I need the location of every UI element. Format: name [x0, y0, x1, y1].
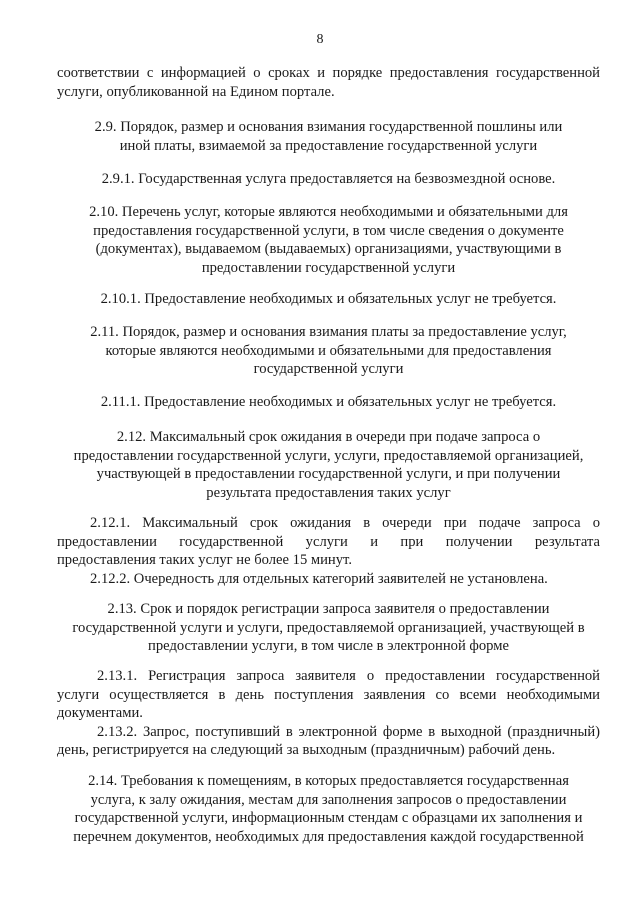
text-line: 2.12. Максимальный срок ожидания в очереди при подаче запроса о	[116, 429, 541, 445]
text-line: предоставления таких услуг не более 15 минут.	[57, 552, 352, 569]
text-line: государственной услуги и услуги, предоставляемой организацией, участвующей в	[72, 619, 585, 636]
text-line: 2.12.1. Максимальный срок ожидания в очереди при подаче запроса о	[90, 515, 600, 531]
text-line: 2.11. Порядок, размер и основания взимания платы за предоставление услуг,	[90, 324, 567, 340]
text-line: государственной услуги	[253, 361, 404, 378]
text-line: государственной услуги, информационным стендам с образцами их заполнения и	[74, 810, 583, 827]
text-line: участвующей в предоставлении государственной услуги, и при получении	[96, 466, 561, 483]
text-line: 2.14. Требования к помещениям, в которых предоставляется государственная	[88, 773, 569, 789]
text-line: результата предоставления таких услуг	[206, 484, 451, 501]
text-line: соответствии с информацией о сроках и порядке предоставления государственной	[57, 65, 600, 81]
paragraph-2-11-1	[57, 393, 600, 412]
text-line: 2.9. Порядок, размер и основания взимания государственной пошлины или	[94, 119, 563, 135]
paragraph-continuation	[57, 64, 600, 101]
text-line: предоставлении государственной услуги и при получении результата	[57, 533, 600, 550]
section-heading-2-12	[57, 428, 600, 502]
section-heading-2-11	[57, 323, 600, 379]
text-line: 2.12.2. Очередность для отдельных категорий заявителей не установлена.	[90, 570, 548, 587]
section-heading-2-14	[57, 772, 600, 846]
paragraph-2-13-1	[57, 667, 600, 760]
text-line: 2.13. Срок и порядок регистрации запроса заявителя о предоставлении	[107, 601, 550, 617]
page-number: 8	[316, 32, 324, 47]
text-line: услуги осуществляется в день поступления заявления со всеми необходимыми	[57, 686, 600, 703]
section-heading-2-13	[57, 600, 600, 656]
text-line: иной платы, взимаемой за предоставление государственной услуги	[119, 137, 538, 154]
text-line: предоставлении государственной услуги, услуги, предоставляемой организацией,	[73, 447, 584, 464]
text-line: предоставлении услуги, в том числе в электронной форме	[148, 638, 509, 655]
text-line: услуги, опубликованной на Едином портале.	[57, 83, 335, 100]
paragraph-2-10-1	[57, 290, 600, 309]
text-line: документами.	[57, 705, 143, 722]
text-line: услуга, к залу ожидания, местам для заполнения запросов о предоставлении	[90, 791, 567, 808]
text-line: 2.11.1. Предоставление необходимых и обязательных услуг не требуется.	[100, 394, 557, 410]
text-line: 2.10.1. Предоставление необходимых и обязательных услуг не требуется.	[100, 291, 557, 307]
text-line: 2.10. Перечень услуг, которые являются необходимыми и обязательными для	[89, 204, 568, 220]
text-line: (документах), выдаваемом (выдаваемых) организациями, участвующими в	[95, 241, 562, 258]
text-line: перечнем документов, необходимых для предоставления каждой государственной	[73, 828, 584, 845]
text-line: которые являются необходимыми и обязательными для предоставления	[105, 342, 552, 359]
text-line: день, регистрируется на следующий за выходным (праздничным) рабочий день.	[57, 742, 556, 759]
text-line: предоставления государственной услуги, в том числе сведения о документе	[93, 222, 564, 239]
text-line: 2.13.1. Регистрация запроса заявителя о предоставлении государственной	[97, 668, 600, 684]
section-heading-2-9	[57, 118, 600, 155]
paragraph-2-9-1	[57, 170, 600, 189]
paragraph-2-12-1	[57, 514, 600, 588]
text-line: 2.9.1. Государственная услуга предоставляется на безвозмездной основе.	[101, 171, 556, 187]
text-line: 2.13.2. Запрос, поступивший в электронной форме в выходной (праздничный)	[97, 723, 600, 740]
section-heading-2-10	[57, 203, 600, 277]
text-line: предоставлении государственной услуги	[201, 259, 456, 276]
